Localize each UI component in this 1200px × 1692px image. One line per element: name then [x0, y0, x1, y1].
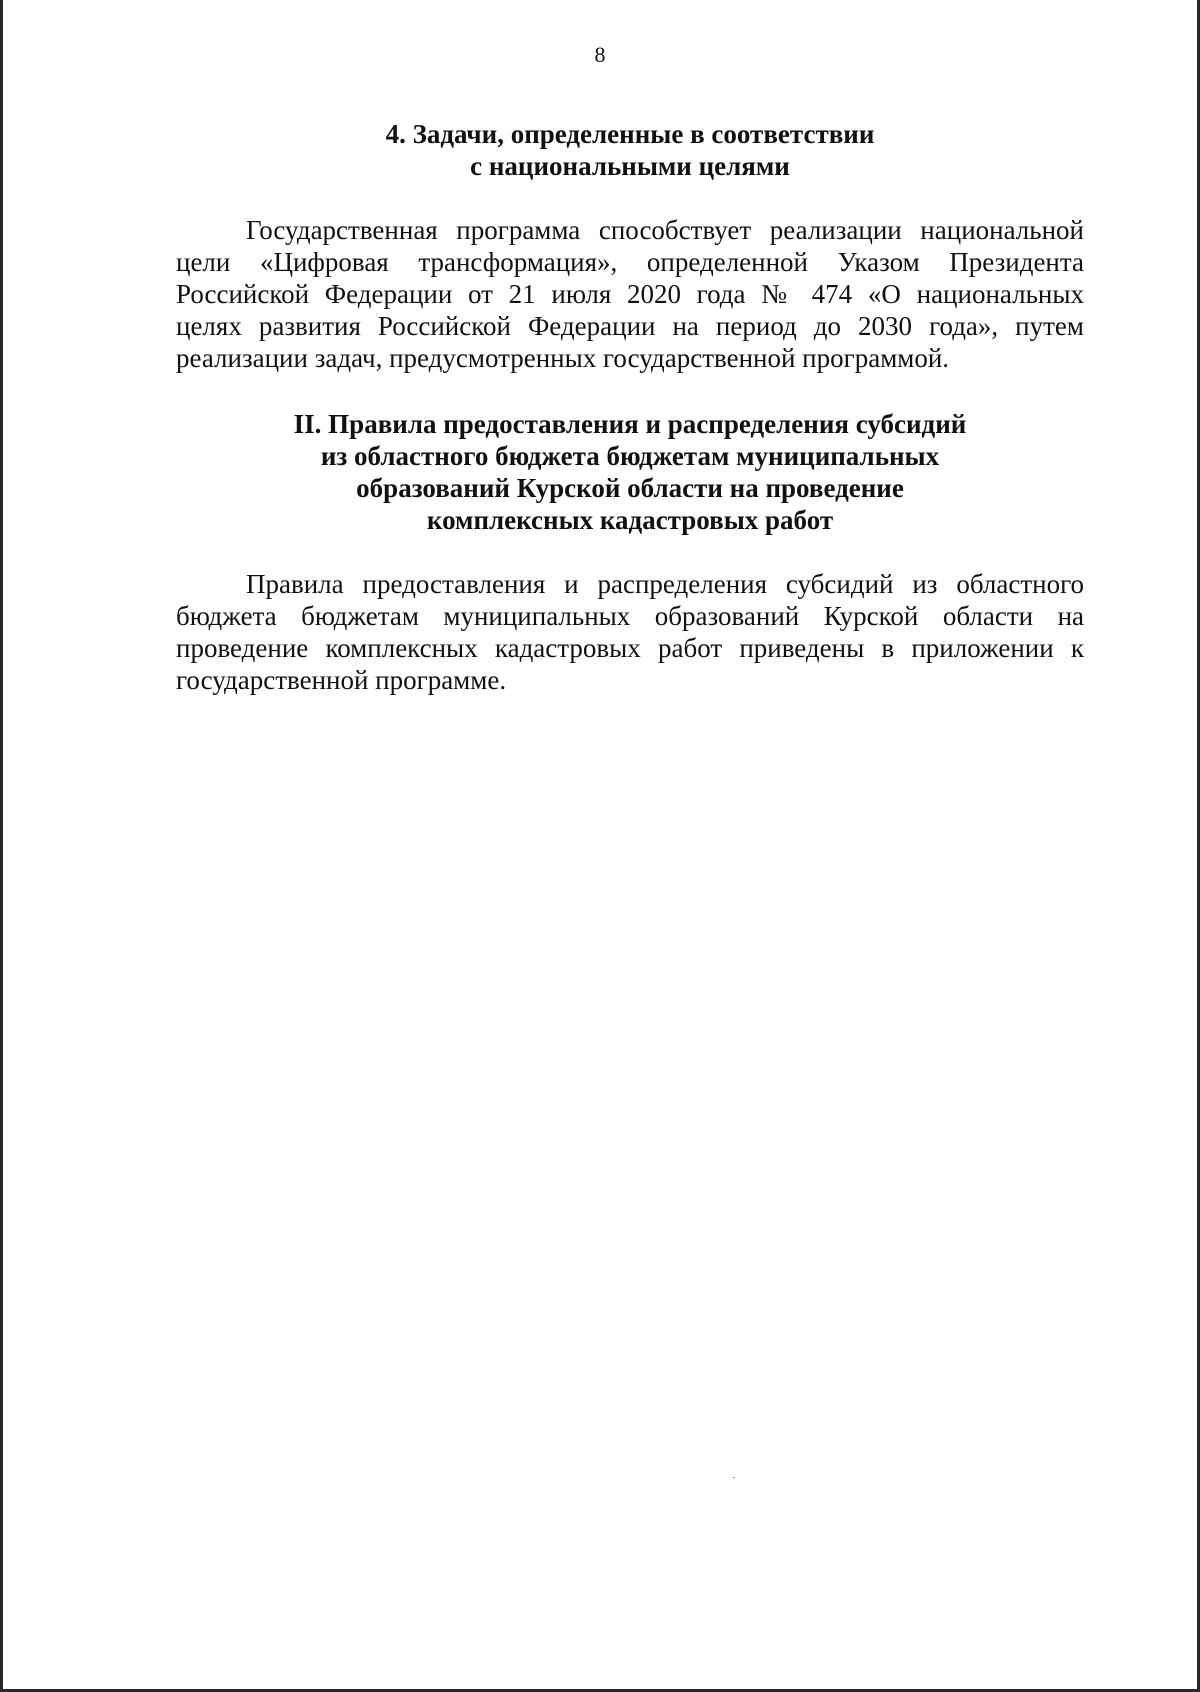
page-number: 8	[594, 42, 606, 67]
paragraph-line: бюджета бюджетам муниципальных образований Курской области на	[176, 601, 1084, 631]
paragraph-line: Российской Федерации от 21 июля 2020 года № 474 «О национальных	[176, 279, 1084, 309]
paragraph-line: цели «Цифровая трансформация», определенной Указом Президента	[176, 247, 1084, 277]
page-border-left	[0, 0, 3, 1692]
heading-line: из областного бюджета бюджетам муниципальных	[320, 441, 940, 471]
paragraph-line: Правила предоставления и распределения субсидий из областного	[246, 569, 1084, 599]
heading-line: 4. Задачи, определенные в соответствии	[385, 119, 875, 149]
paragraph-line: проведение комплексных кадастровых работ приведены в приложении к	[176, 633, 1084, 663]
paragraph-line: целях развития Российской Федерации на период до 2030 года», путем	[176, 311, 1084, 341]
section-4-paragraph	[176, 214, 1084, 374]
paragraph-line: реализации задач, предусмотренных государственной программой.	[176, 343, 950, 373]
scan-speck	[733, 1477, 735, 1478]
section-ii-paragraph	[176, 568, 1084, 696]
heading-line: II. Правила предоставления и распределения субсидий	[293, 409, 967, 439]
paragraph-line: Государственная программа способствует реализации национальной	[246, 215, 1084, 245]
heading-line: комплексных кадастровых работ	[426, 505, 834, 535]
section-ii-heading	[176, 408, 1084, 536]
section-4-heading	[176, 118, 1084, 182]
paragraph-line: государственной программе.	[176, 665, 507, 695]
heading-line: с национальными целями	[470, 151, 790, 181]
heading-line: образований Курской области на проведение	[356, 473, 904, 503]
